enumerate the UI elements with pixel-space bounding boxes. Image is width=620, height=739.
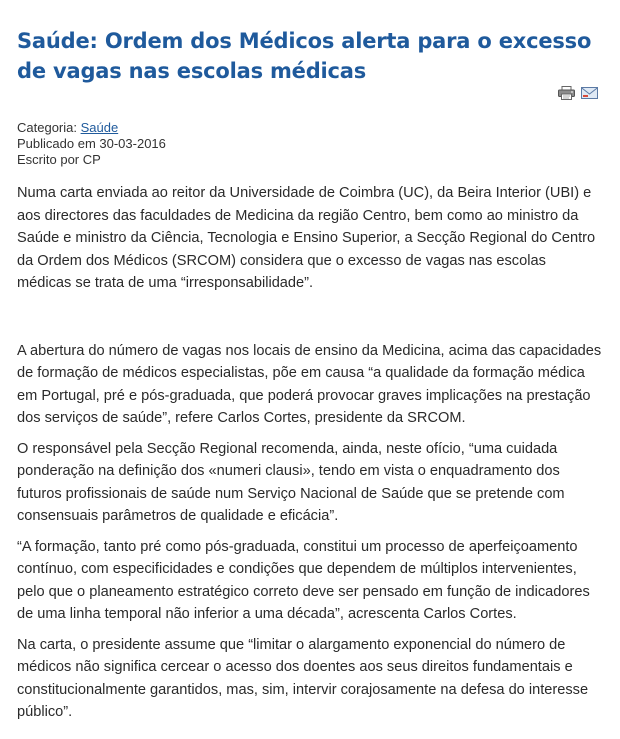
article-tools: [558, 86, 598, 100]
article-paragraph: Numa carta enviada ao reitor da Universidade de Coimbra (UC), da Beira Interior (UBI) e aos directores das faculdades de Medicina da região Centro, bem como ao ministro da Saúde e ministro da Ciência, Tecnologia e Ensino Superior, a Secção Regional do Centro da Ordem dos Médicos (SRCOM) considera que o excesso de vagas nas escolas médicas se trata de uma “irresponsabilidade”.: [17, 185, 596, 291]
author: Escrito por CP: [17, 152, 101, 167]
email-icon[interactable]: [581, 86, 598, 100]
article-paragraph: A abertura do número de vagas nos locais de ensino da Medicina, acima das capacidades de formação de médicos especialistas, põe em causa “a qualidade da formação médica em Portugal, pré e pós-graduada, que poderá provocar graves implicações na prestação dos serviços de saúde”, refere Carlos Cortes, presidente da SRCOM.: [17, 342, 602, 426]
print-icon[interactable]: [558, 86, 575, 100]
category-line: [17, 120, 166, 136]
article-meta: [17, 120, 166, 168]
page-title: Saúde: Ordem dos Médicos alerta para o excesso de vagas nas escolas médicas: [17, 29, 592, 84]
category-label: Categoria:: [17, 120, 81, 135]
article-paragraph: O responsável pela Secção Regional recomenda, ainda, neste ofício, “uma cuidada ponderação na definição dos «numeri clausi», tendo em vista o enquadramento dos futuros profissionais de saúde num Serviço Nacional de Saúde que se pretende com consensuais parâmetros de qualidade e eficácia”.: [17, 440, 565, 524]
article-paragraph: “A formação, tanto pré como pós-graduada, constitui um processo de aperfeiçoamento contínuo, com especificidades e condições que dependem de múltiplos intervenientes, pelo que o planeamento estratégico correto deve ser pensado em função de indicadores de uma linha temporal não inferior a uma década”, acrescenta Carlos Cortes.: [17, 538, 590, 622]
published-date: Publicado em 30-03-2016: [17, 136, 166, 151]
article-body: [17, 182, 602, 732]
category-link[interactable]: Saúde: [80, 120, 119, 135]
article-paragraph: Na carta, o presidente assume que “limitar o alargamento exponencial do número de médicos não significa cercear o acesso dos doentes aos seus direitos fundamentais e constitucionalmente garantidos, mas, sim, intervir corajosamente na defesa do interesse público”.: [17, 636, 589, 720]
